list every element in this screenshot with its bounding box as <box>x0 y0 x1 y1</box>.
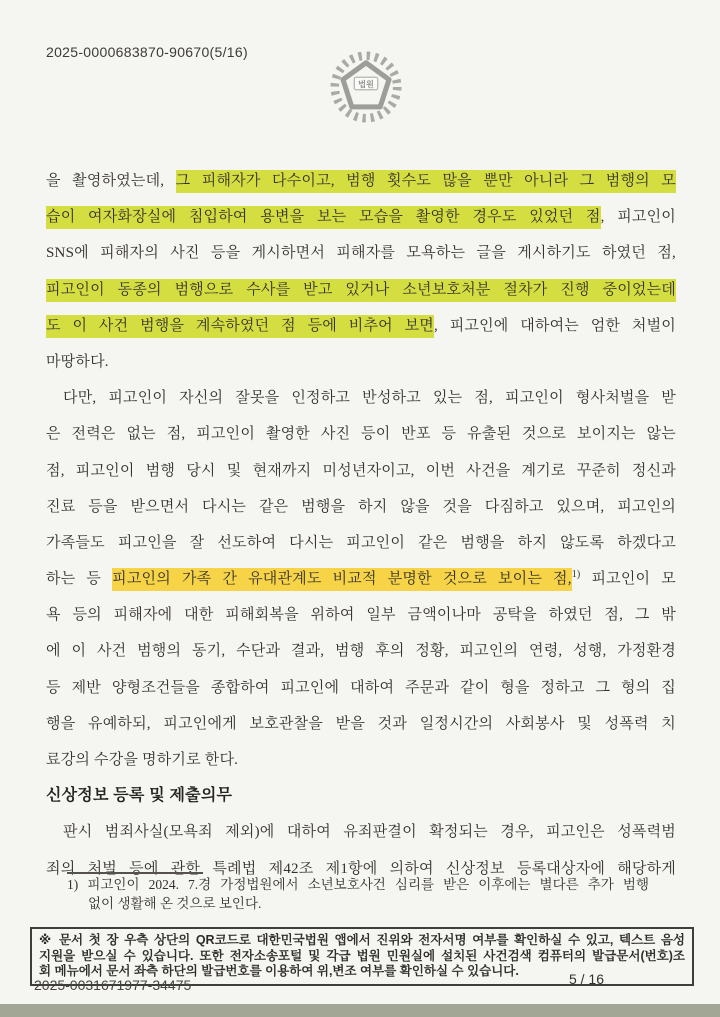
scan-edge-band <box>0 1004 720 1017</box>
text-segment: 가족들도 피고인을 잘 선도하여 다시는 피고인이 같은 범행을 하지 않도록 하겠다고 <box>46 534 676 551</box>
text-segment: 을 촬영하였는데, <box>46 173 176 189</box>
body-line <box>46 814 676 850</box>
body-line <box>46 235 676 271</box>
text-segment: 료강의 수강을 명하기로 한다. <box>46 752 239 768</box>
highlight-green: 피고인이 동종의 범행으로 수사를 받고 있거나 소년보호처분 절차가 진행 중이었는데 <box>46 279 676 302</box>
document-id-top: 2025-0000683870-90670(5/16) <box>46 44 248 60</box>
section-heading <box>46 778 676 814</box>
court-seal-icon <box>327 46 405 128</box>
text-segment: 하는 등 <box>46 571 113 588</box>
body-line <box>46 344 676 380</box>
text-segment: 은 전력은 없는 점, 피고인이 촬영한 사진 등이 반포 등 유출된 것으로 보이지는 않는 <box>46 426 676 443</box>
footnote-line: 없이 생활해 온 것으로 보인다. <box>88 895 262 911</box>
highlight-green: 도 이 사건 범행을 계속하였던 점 등에 비추어 보면 <box>46 315 434 338</box>
body-line <box>46 272 676 308</box>
text-segment: 다만, 피고인이 자신의 잘못을 인정하고 반성하고 있는 점, 피고인이 형사처벌을 받 <box>63 390 676 407</box>
footnote-line: 1) 피고인이 2024. 7.경 가정법원에서 소년보호사건 심리를 받은 이후에는 별다른 추가 범행 <box>67 877 649 892</box>
text-segment: 진료 등을 받으면서 다시는 같은 범행을 하지 않을 것을 다짐하고 있으며, 피고인의 <box>46 498 676 515</box>
text-segment: 등 제반 양형조건들을 종합하여 피고인에 대하여 주문과 같이 형을 정하고 그 형의 집 <box>46 679 676 696</box>
footnote-divider <box>67 872 203 874</box>
body-line <box>46 199 676 235</box>
body-line <box>46 670 676 706</box>
body-line <box>46 380 676 416</box>
text-segment: 욕 등의 피해자에 대한 피해회복을 위하여 일부 금액이나마 공탁을 하였던 점, 그 밖 <box>46 607 676 624</box>
text-segment: 판시 범죄사실(모욕죄 제외)에 대하여 유죄판결이 확정되는 경우, 피고인은 성폭력범 <box>63 824 676 841</box>
text-segment: 피고인이 모 <box>580 571 676 588</box>
court-seal-label: 법원 <box>358 79 374 89</box>
text-segment: 신상정보 등록 및 제출의무 <box>46 787 233 805</box>
footnote <box>67 876 649 913</box>
page-number: 5 / 16 <box>568 971 604 987</box>
body-line <box>46 597 676 633</box>
notice-line: 회 메뉴에서 문서 좌측 하단의 발급번호를 이용하여 위,변조 여부를 확인하실 수 있습니다. <box>39 964 519 979</box>
body-line <box>46 308 676 344</box>
text-segment: , 피고인에 대하여는 엄한 처벌이 <box>433 317 676 334</box>
body-line <box>46 163 676 199</box>
highlight-green: 그 피해자가 다수이고, 범행 횟수도 많을 뿐만 아니라 그 범행의 모 <box>176 170 676 193</box>
highlight-green: 습이 여자화장실에 침입하여 용변을 보는 모습을 촬영한 경우도 있었던 점 <box>46 206 601 229</box>
highlight-yellow: 피고인의 가족 간 유대관계도 비교적 분명한 것으로 보이는 점, <box>112 568 572 591</box>
body-line <box>46 416 676 452</box>
notice-line: ※ 문서 첫 장 우측 상단의 QR코드로 대한민국법원 앱에서 진위와 전자서명 여부를 확인하실 수 있고, 텍스트 음성 <box>39 933 685 947</box>
notice-line: 지원을 받으실 수 있습니다. 또한 전자소송포털 및 각급 법원 민원실에 설치된 사건검색 컴퓨터의 발급문서(번호)조 <box>39 948 685 963</box>
body-line <box>46 742 676 778</box>
text-segment: 에 이 사건 범행의 동기, 수단과 결과, 범행 후의 정황, 피고인의 연령, 성행, 가정환경 <box>46 643 676 660</box>
text-segment: 죄의 처벌 등에 관한 특례법 제42조 제1항에 의하여 신상정보 등록대상자에 해당하게 <box>46 860 676 877</box>
body-line <box>46 453 676 489</box>
text-segment: 점, 피고인이 범행 당시 및 현재까지 미성년자이고, 이번 사건을 계기로 꾸준히 정신과 <box>46 462 676 479</box>
body-text <box>46 163 676 887</box>
text-segment: , 피고인이 <box>600 209 676 226</box>
text-segment: 행을 유예하되, 피고인에게 보호관찰을 받을 것과 일정시간의 사회봉사 및 성폭력 치 <box>46 715 676 732</box>
footnote-marker: 1) <box>571 569 581 581</box>
body-line <box>46 633 676 669</box>
body-line <box>46 525 676 561</box>
text-segment: SNS에 피해자의 사진 등을 게시하면서 피해자를 모욕하는 글을 게시하기도 하였던 점, <box>46 245 676 262</box>
text-segment: 마땅하다. <box>46 353 109 370</box>
document-id-bottom: 2025-0031671977-34475 <box>34 977 192 993</box>
body-line <box>46 706 676 742</box>
body-line <box>46 561 676 597</box>
body-line <box>46 489 676 525</box>
